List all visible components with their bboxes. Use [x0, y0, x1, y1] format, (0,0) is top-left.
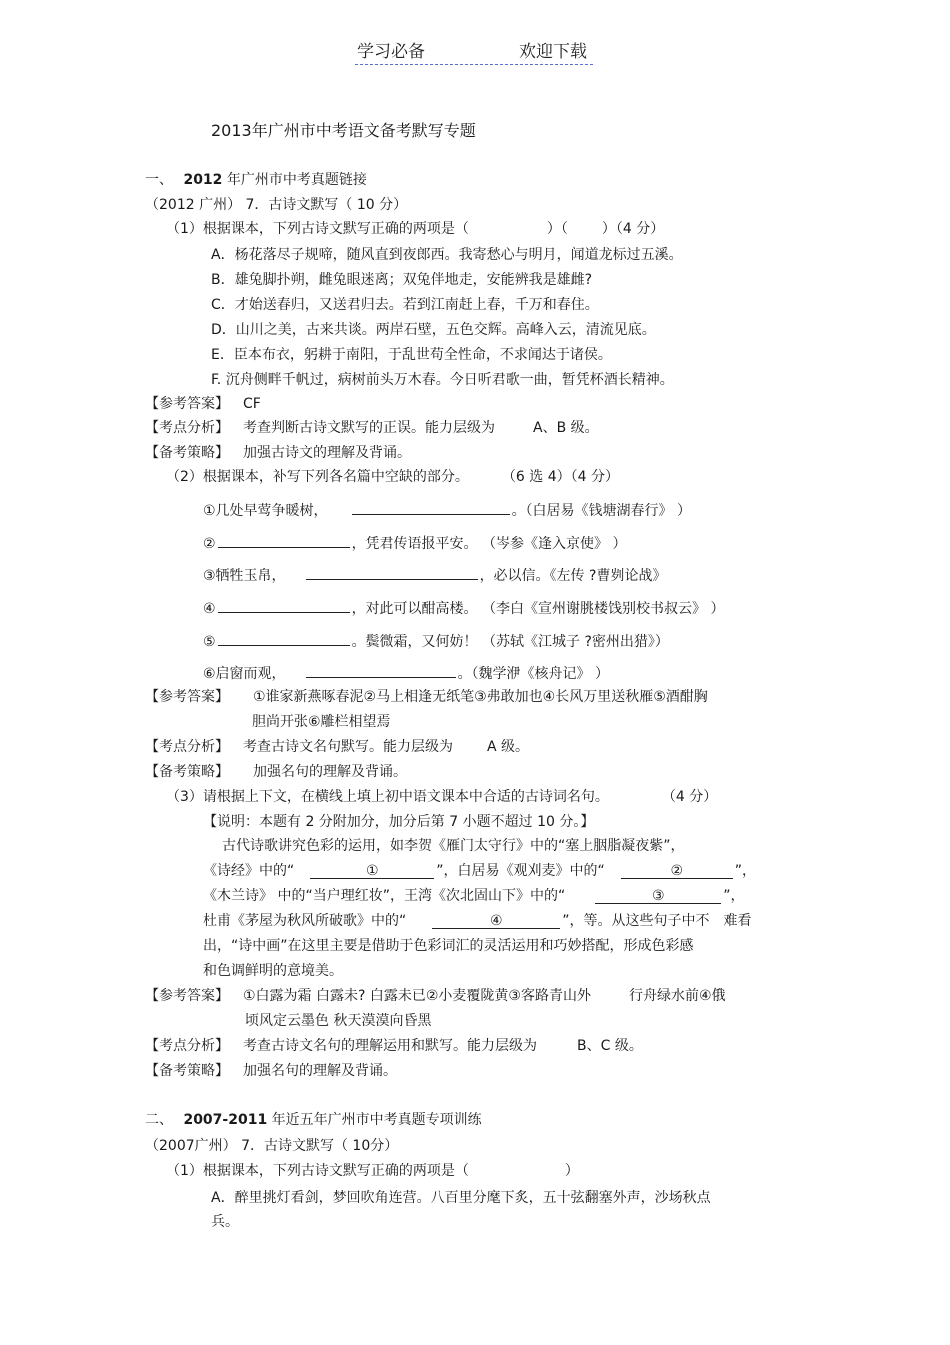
q2-item-5 — [203, 631, 669, 652]
q2-item-4-blank[interactable] — [218, 598, 350, 613]
q3-text: ”，白居易《观刈麦》中的“ — [436, 863, 605, 879]
q1-strategy — [145, 443, 411, 463]
q3-stem-text: （3）请根据上下文，在横线上填上初中语文课本中合适的古诗词名句。 — [166, 789, 609, 805]
q2-item-1-blank[interactable] — [352, 500, 510, 515]
q3-stem — [166, 787, 717, 807]
q3-text: 难看 — [723, 913, 752, 929]
q1-option-c: C．才始送春归，又送君归去。若到江南赶上春，千万和春住。 — [211, 297, 599, 313]
section-1-number: 一、 — [145, 172, 173, 188]
q1-option-b: B．雄兔脚扑朔，雌兔眼迷离；双兔伴地走，安能辨我是雄雌? — [211, 272, 593, 288]
page-title: 2013年广州市中考语文备考默写专题 — [211, 121, 476, 140]
strategy-tag: 【备考策略】 — [145, 445, 229, 461]
q3-blank-4[interactable]: ④ — [432, 914, 560, 929]
q2-item-6-blank[interactable] — [306, 663, 456, 678]
analysis-tag: 【考点分析】 — [145, 739, 229, 755]
q1-stem-text: （1）根据课本，下列古诗文默写正确的两项是（ — [166, 1163, 469, 1179]
section-2-option-a: A．醉里挑灯看剑，梦回吹角连营。八百里分麾下炙，五十弦翻塞外声，沙场秋点 — [211, 1190, 711, 1206]
strategy-tag: 【备考策略】 — [145, 764, 229, 780]
answer-tag: 【参考答案】 — [145, 988, 229, 1004]
q1-option-a: A．杨花落尽子规啼，随风直到夜郎西。我寄愁心与明月，闻道龙标过五溪。 — [211, 247, 683, 263]
analysis-level: A 级。 — [487, 739, 530, 755]
section-2-years: 2007-2011 — [183, 1112, 268, 1128]
question-7-heading: （2012 广州） 7．古诗文默写（ 10 分） — [145, 197, 408, 213]
header-left: 学习必备 — [357, 42, 425, 62]
q2-item-2-post: ，凭君传语报平安。 （岑参《逢入京使》 ） — [351, 536, 627, 552]
q1-option-f: F. 沉舟侧畔千帆过，病树前头万木春。今日听君歌一曲，暂凭杯酒长精神。 — [211, 372, 674, 388]
q2-item-6-post: 。（魏学洢《核舟记》 ） — [457, 666, 610, 682]
q2-analysis — [145, 737, 529, 757]
q2-item-3-pre: ③牺牲玉帛， — [203, 568, 286, 584]
q1-stem-paren: ）（ — [546, 221, 568, 237]
q2-strategy — [145, 762, 407, 782]
q3-score: （4 分） — [668, 789, 718, 805]
q3-text: ”，等。从这些句子中不 — [562, 913, 710, 929]
header-right: 欢迎下载 — [519, 42, 587, 62]
analysis-text: 考查古诗文名句的理解运用和默写。能力层级为 — [243, 1038, 537, 1054]
section-2-option-a-cont: 兵。 — [211, 1214, 239, 1230]
q3-blank-2[interactable]: ② — [621, 864, 733, 879]
answer-tag: 【参考答案】 — [145, 396, 229, 412]
q1-stem — [166, 219, 664, 239]
q3-strategy — [145, 1061, 397, 1081]
q3-text: 《木兰诗》 中的“当户理红妆”，王湾《次北固山下》中的“ — [203, 888, 566, 904]
strategy-tag: 【备考策略】 — [145, 1063, 229, 1079]
section-2-number: 二、 — [145, 1112, 173, 1128]
answer-tag: 【参考答案】 — [145, 689, 229, 705]
q2-answer — [145, 687, 708, 707]
analysis-level: B、C 级。 — [577, 1038, 643, 1054]
section-1-heading — [145, 170, 367, 190]
q1-analysis — [145, 418, 599, 438]
q3-answer-cont: 顷风定云墨色 秋天漠漠向昏黑 — [245, 1013, 432, 1029]
q2-pick: （6 选 4）（4 分） — [508, 469, 619, 485]
q2-answer-cont: 胆尚开张⑥雕栏相望焉 — [252, 714, 391, 730]
q2-item-5-post: 。鬓微霜，又何妨！ （苏轼《江城子 ?密州出猎》） — [351, 634, 669, 650]
q1-answer — [145, 394, 261, 414]
q2-item-2 — [203, 533, 626, 554]
section-2-question-7: （2007广州） 7．古诗文默写（ 10分） — [145, 1138, 399, 1154]
q3-text: ”， — [734, 863, 757, 879]
q2-stem-text: （2）根据课本，补写下列各名篇中空缺的部分。 — [166, 469, 469, 485]
q2-item-1 — [203, 500, 691, 521]
analysis-level: A、B 级。 — [533, 420, 599, 436]
q2-item-3-blank[interactable] — [306, 565, 478, 580]
section-1-title: 年广州市中考真题链接 — [226, 172, 367, 188]
q3-para-4 — [203, 911, 752, 931]
q3-para-1: 古代诗歌讲究色彩的运用，如李贺《雁门太守行》中的“塞上胭脂凝夜紫”， — [222, 838, 685, 854]
answer-text: ①白露为霜 白露未? 白露未已②小麦覆陇黄③客路青山外 — [243, 988, 591, 1004]
q2-item-4-pre: ④ — [203, 601, 216, 617]
section-1-year: 2012 — [183, 172, 223, 188]
q3-answer — [145, 986, 726, 1006]
q3-text: 《诗经》中的“ — [203, 863, 295, 879]
analysis-text: 考查判断古诗文默写的正误。能力层级为 — [243, 420, 495, 436]
q2-item-2-pre: ② — [203, 536, 216, 552]
analysis-tag: 【考点分析】 — [145, 420, 229, 436]
analysis-tag: 【考点分析】 — [145, 1038, 229, 1054]
q1-stem-text: （1）根据课本，下列古诗文默写正确的两项是（ — [166, 221, 469, 237]
q3-text: ”， — [723, 888, 745, 904]
q3-para-6: 和色调鲜明的意境美。 — [203, 963, 343, 979]
q2-item-2-blank[interactable] — [218, 533, 350, 548]
strategy-text: 加强名句的理解及背诵。 — [253, 764, 407, 780]
answer-text: ①谁家新燕啄春泥②马上相逢无纸笔③弗敢加也④长风万里送秋雁⑤酒酣胸 — [253, 689, 708, 705]
section-2-heading — [145, 1110, 482, 1130]
q2-item-1-pre: ①几处早莺争暖树， — [203, 503, 328, 519]
q2-item-4 — [203, 598, 724, 619]
q1-stem-end: ） — [564, 1163, 579, 1179]
strategy-text: 加强名句的理解及背诵。 — [243, 1063, 397, 1079]
q2-item-6 — [203, 663, 609, 684]
section-2-q1-stem — [166, 1161, 579, 1181]
q3-note: 【说明：本题有 2 分附加分，加分后第 7 小题不超过 10 分。】 — [203, 814, 595, 830]
section-2-title: 年近五年广州市中考真题专项训练 — [271, 1112, 482, 1128]
q2-item-3-post: ，必以信。《左传 ?曹刿论战》 — [479, 568, 667, 584]
q3-text: 杜甫《茅屋为秋风所破歌》中的“ — [203, 913, 407, 929]
q1-option-e: E．臣本布衣，躬耕于南阳，于乱世苟全性命，不求闻达于诸侯。 — [211, 347, 612, 363]
q3-para-2 — [203, 861, 756, 881]
q2-item-3 — [203, 565, 666, 586]
q1-option-d: D．山川之美，古来共谈。两岸石壁，五色交辉。高峰入云，清流见底。 — [211, 322, 656, 338]
q3-blank-3[interactable]: ③ — [595, 889, 721, 904]
answer-text: 行舟绿水前④俄 — [628, 988, 726, 1004]
q3-para-5: 出，“诗中画”在这里主要是借助于色彩词汇的灵活运用和巧妙搭配，形成色彩感 — [203, 938, 694, 954]
q3-analysis — [145, 1036, 643, 1056]
q3-blank-1[interactable]: ① — [310, 864, 434, 879]
q2-item-4-post: ，对此可以酣高楼。 （李白《宣州谢朓楼饯别校书叔云》 ） — [351, 601, 725, 617]
q2-stem — [166, 467, 619, 487]
q2-item-5-blank[interactable] — [218, 631, 350, 646]
answer-text: CF — [243, 396, 261, 412]
strategy-text: 加强古诗文的理解及背诵。 — [243, 445, 411, 461]
q1-stem-end: ）（4 分） — [601, 221, 665, 237]
q2-item-6-pre: ⑥启窗而观， — [203, 666, 286, 682]
header-divider — [355, 64, 593, 65]
q2-item-1-post: 。（白居易《钱塘湖春行》 ） — [511, 503, 692, 519]
q3-para-3 — [203, 886, 744, 906]
analysis-text: 考查古诗文名句默写。能力层级为 — [243, 739, 453, 755]
q2-item-5-pre: ⑤ — [203, 634, 216, 650]
